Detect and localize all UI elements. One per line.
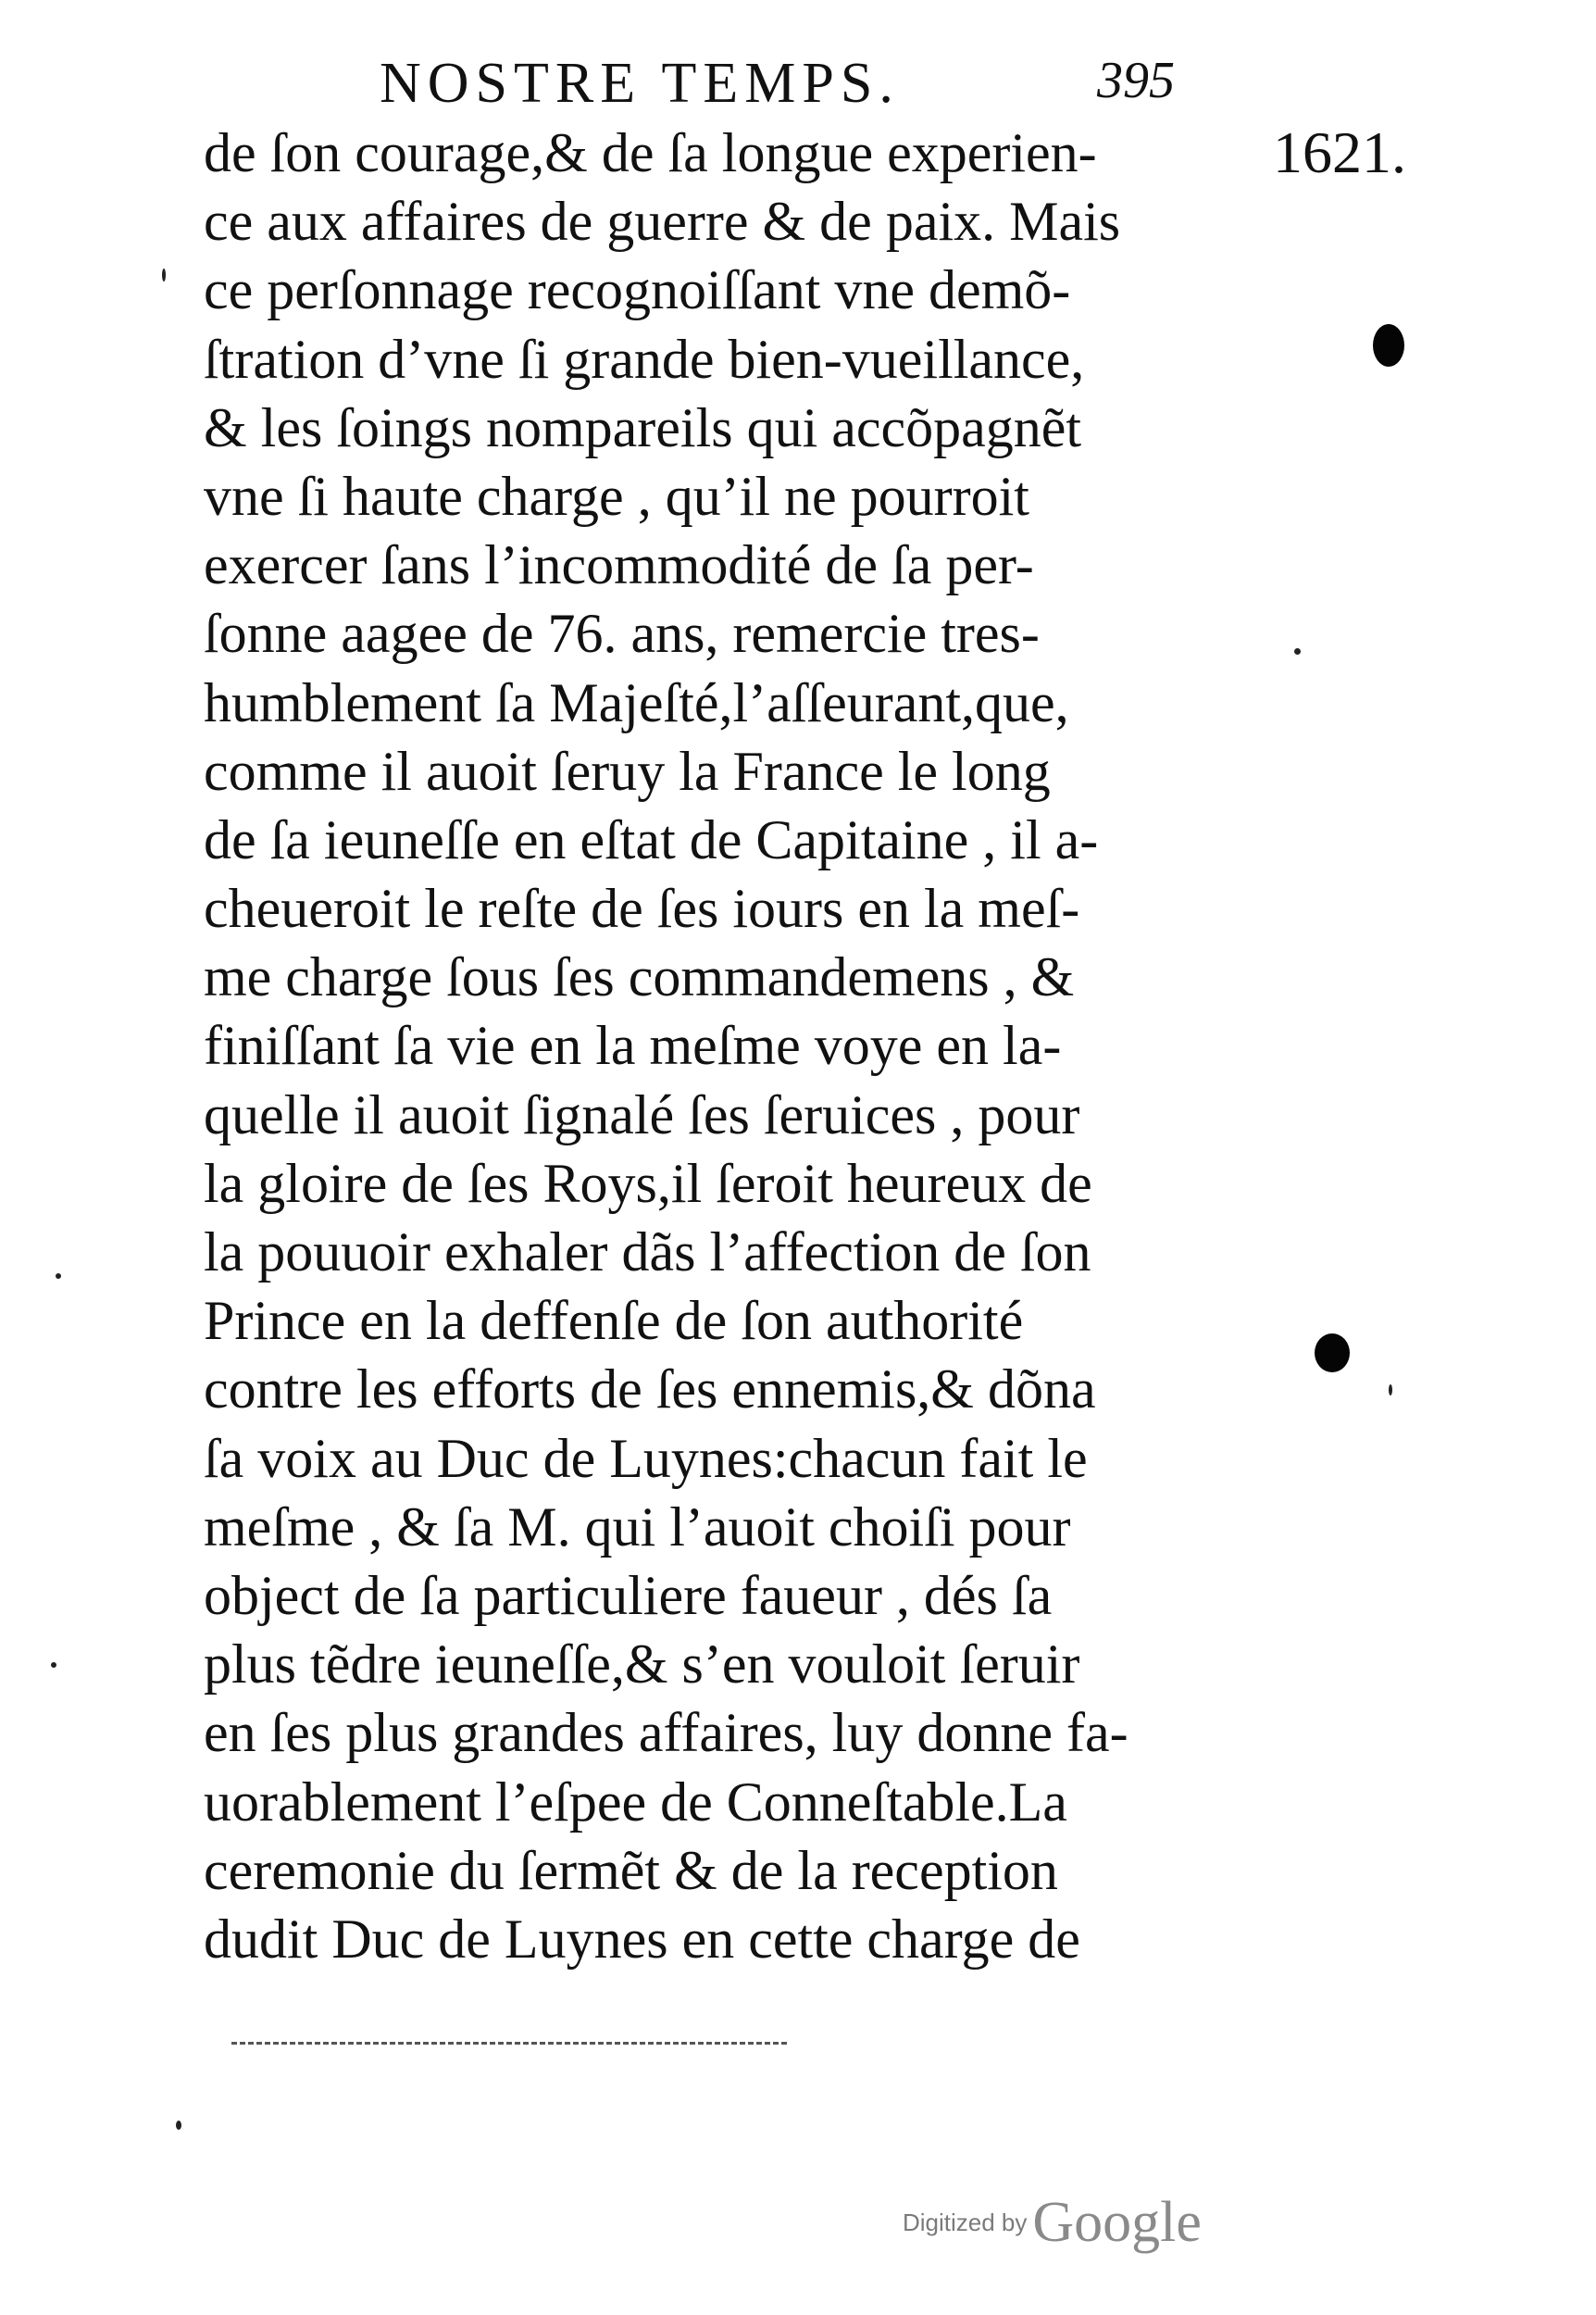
text-line: dudit Duc de Luynes en cette charge de (204, 1908, 1080, 1970)
ink-speck (1294, 648, 1301, 655)
ink-speck (162, 269, 166, 282)
page-number: 395 (1097, 52, 1175, 109)
text-line: ſa voix au Duc de Luynes:chacun fait le (204, 1427, 1088, 1489)
text-line: plus tẽdre ieuneſſe,& s’en vouloit ſeruir (204, 1633, 1080, 1696)
google-logo: Google (1032, 2191, 1202, 2254)
text-line: vne ſi haute charge , qu’il ne pourroit (204, 465, 1029, 527)
text-line: en ſes plus grandes affaires, luy donne fa- (204, 1702, 1128, 1764)
ink-blot (1315, 1333, 1350, 1372)
text-line: de ſon courage,& de ſa longue experien- (204, 122, 1097, 183)
text-line: ſtration d’vne ſi grande bien-vueillance, (204, 328, 1085, 390)
text-line: quelle il auoit ſignalé ſes ſeruices , pour (204, 1083, 1080, 1145)
text-line: ce perſonnage recognoiſſant vne demõ- (204, 259, 1071, 321)
text-line: uorablement l’eſpee de Conneſtable.La (204, 1771, 1067, 1833)
text-line: comme il auoit ſeruy la France le long (204, 740, 1051, 802)
text-line: exercer ſans l’incommodité de ſa per- (204, 534, 1034, 596)
ink-speck (51, 1662, 56, 1668)
text-line: me charge ſous ſes commandemens , & (204, 946, 1075, 1008)
body-text (204, 119, 1259, 1973)
text-line: & les ſoings nompareils qui accõpagnẽt (204, 396, 1082, 458)
text-line: meſme , & ſa M. qui l’auoit choiſi pour (204, 1495, 1071, 1558)
text-line: ceremonie du ſermẽt & de la reception (204, 1839, 1058, 1901)
text-line: ſonne aagee de 76. ans, remercie tres- (204, 603, 1040, 665)
ink-speck (1389, 1384, 1392, 1395)
ink-speck (176, 2121, 181, 2130)
text-line: cheueroit le reſte de ſes iours en la meſ- (204, 878, 1080, 940)
text-line: la gloire de ſes Roys,il ſeroit heureux de (204, 1152, 1092, 1214)
text-line: Prince en la deffenſe de ſon authorité (204, 1290, 1024, 1352)
ink-blot (1373, 324, 1404, 367)
text-line: contre les efforts de ſes ennemis,& dõna (204, 1358, 1096, 1420)
ink-speck (56, 1273, 61, 1279)
digitization-watermark (903, 2190, 1202, 2256)
text-line: de ſa ieuneſſe en eſtat de Capitaine , il a- (204, 808, 1099, 870)
running-title: NOSTRE TEMPS. (380, 52, 900, 115)
text-line: la pouuoir exhaler dãs l’affection de ſon (204, 1221, 1091, 1283)
bottom-rule (231, 2042, 787, 2045)
digitized-label: Digitized by (903, 2209, 1028, 2236)
text-line: ce aux affaires de guerre & de paix. Mais (204, 191, 1121, 253)
text-line: finiſſant ſa vie en la meſme voye en la- (204, 1015, 1062, 1077)
text-line: humblement ſa Majeſté,l’aſſeurant,que, (204, 671, 1069, 733)
margin-year-note: 1621. (1273, 119, 1406, 185)
text-line: object de ſa particuliere faueur , dés ſa (204, 1564, 1053, 1626)
